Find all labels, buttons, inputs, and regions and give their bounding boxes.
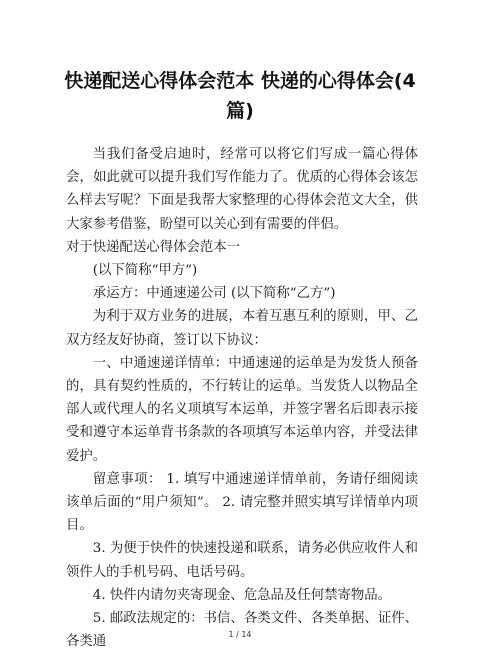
paragraph-agreement-intro: 为利于双方业务的进展，本着互惠互利的原则，甲、乙双方经友好协商，签订以下协议： [66,309,418,348]
paragraph-notes: 留意事项： 1. 填写中通速递详情单前，务请仔细阅读该单后面的“用户须知”。 2. 请完整并照实填写详情单内项目。 [66,471,418,534]
paragraph-note-5: 5. 邮政法规定的：书信、各类文件、各类单据、证件、各类通 [66,611,418,650]
page-number: 1 / 14 [228,630,252,639]
document-title: 快递配送心得体会范本 快递的心得体会(4篇) [64,70,416,122]
paragraph-party-b: 承运方：中通速递公司 (以下简称“乙方”) [92,286,336,302]
document-body [66,143,418,653]
paragraph-note-3: 3. 为便于快件的快速投递和联系，请务必供应收件人和领件人的手机号码、电话号码。 [66,541,418,580]
paragraph-section-heading: 对于快递配送心得体会范本一 [66,239,241,255]
paragraph-clause-1: 一、中通速递详情单：中通速递的运单是为发货人预备的，具有契约性质的，不行转让的运单。当发货人以物品全部人或代理人的名义项填写本运单，并签字署名后即表示接受和遵守本运单背书条款的各项填写本运单内容，并受法律爱护。 [66,355,418,464]
paragraph-intro: 当我们备受启迪时，经常可以将它们写成一篇心得体会，如此就可以提升我们写作能力了。优质的心得体会该怎么样去写呢？下面是我帮大家整理的心得体会范文大全，供大家参考借鉴，盼望可以关心到有需要的伴侣。 [66,147,418,232]
paragraph-party-a: (以下简称“甲方”) [92,263,198,279]
paragraph-note-4: 4. 快件内请勿夹寄现金、危急品及任何禁寄物品。 [92,587,392,603]
